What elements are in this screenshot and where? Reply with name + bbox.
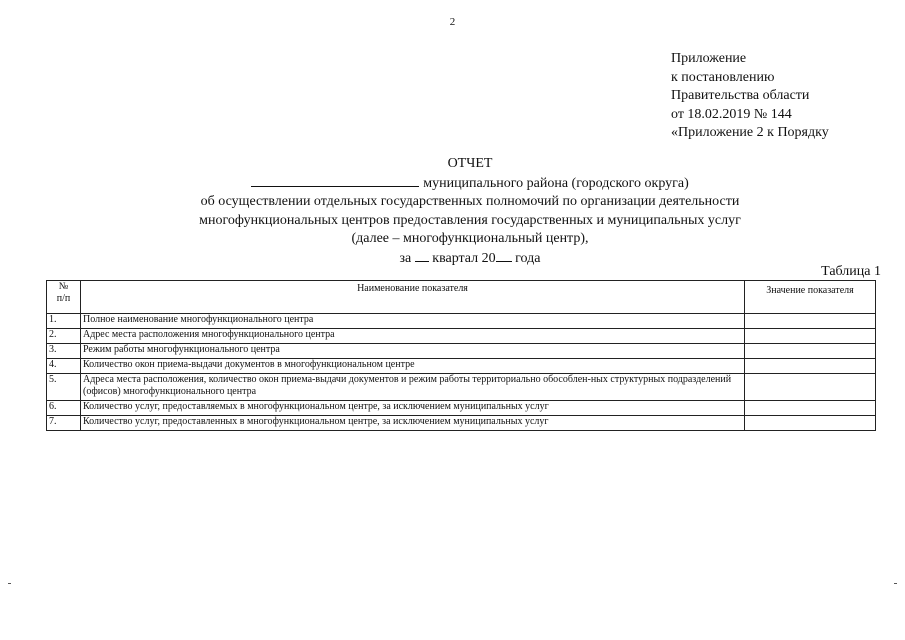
title-line-3: многофункциональных центров предоставления государственных и муниципальных услуг bbox=[199, 212, 741, 228]
header-num-line2: п/п bbox=[56, 293, 71, 304]
period-suffix: года bbox=[515, 250, 541, 266]
row-name: Количество услуг, предоставляемых в многофункциональном центре, за исключением муниципальных услуг bbox=[81, 401, 745, 416]
table-row bbox=[47, 344, 876, 359]
title-line-2: об осуществлении отдельных государственных полномочий по организации деятельности bbox=[200, 194, 740, 209]
row-value bbox=[745, 329, 876, 344]
row-value bbox=[745, 314, 876, 329]
row-value bbox=[745, 344, 876, 359]
row-value bbox=[745, 416, 876, 431]
row-name: Адреса места расположения, количество окон приема-выдачи документов и режим работы территориально обособлен-ных структурных подразделений (офисов) многофункционального центра bbox=[81, 374, 745, 401]
scan-mark-right bbox=[894, 583, 897, 584]
period-middle: квартал 20 bbox=[432, 250, 496, 266]
row-num: 7. bbox=[47, 416, 81, 431]
table-row bbox=[47, 329, 876, 344]
row-num: 1. bbox=[47, 314, 81, 329]
period-line bbox=[90, 249, 850, 269]
appendix-line: Правительства области bbox=[671, 88, 810, 103]
row-num: 5. bbox=[47, 374, 81, 401]
row-name: Режим работы многофункционального центра bbox=[81, 344, 745, 359]
quarter-blank bbox=[415, 249, 429, 262]
row-value bbox=[745, 374, 876, 401]
report-table bbox=[46, 280, 876, 431]
appendix-line: к постановлению bbox=[671, 69, 775, 85]
header-num-line1: № bbox=[58, 281, 69, 292]
report-title-block bbox=[90, 155, 850, 268]
table-row bbox=[47, 314, 876, 329]
page-number: 2 bbox=[449, 16, 456, 28]
report-heading: ОТЧЕТ bbox=[447, 156, 493, 171]
header-value: Значение показателя bbox=[745, 281, 876, 314]
title-line-1 bbox=[90, 174, 850, 194]
row-name: Адрес места расположения многофункционального центра bbox=[81, 329, 745, 344]
row-num: 3. bbox=[47, 344, 81, 359]
appendix-line: «Приложение 2 к Порядку bbox=[671, 125, 829, 140]
table-row bbox=[47, 401, 876, 416]
table-row bbox=[47, 416, 876, 431]
row-num: 2. bbox=[47, 329, 81, 344]
period-prefix: за bbox=[399, 250, 412, 266]
table-row bbox=[47, 374, 876, 401]
appendix-line: от 18.02.2019 № 144 bbox=[671, 106, 792, 122]
title-line-1-text: муниципального района (городского округа) bbox=[423, 175, 689, 191]
row-value bbox=[745, 359, 876, 374]
row-name: Полное наименование многофункционального центра bbox=[81, 314, 745, 329]
table-row bbox=[47, 359, 876, 374]
header-name: Наименование показателя bbox=[81, 281, 745, 314]
appendix-block bbox=[671, 50, 829, 143]
header-num bbox=[47, 281, 81, 314]
year-blank bbox=[496, 249, 512, 262]
district-blank-line bbox=[251, 174, 419, 187]
row-value bbox=[745, 401, 876, 416]
table-header-row bbox=[47, 281, 876, 314]
row-num: 6. bbox=[47, 401, 81, 416]
title-line-4: (далее – многофункциональный центр), bbox=[351, 231, 589, 246]
appendix-line: Приложение bbox=[671, 51, 747, 66]
row-name: Количество окон приема-выдачи документов в многофункциональном центре bbox=[81, 359, 745, 374]
row-name: Количество услуг, предоставленных в многофункциональном центре, за исключением муниципальных услуг bbox=[81, 416, 745, 431]
row-num: 4. bbox=[47, 359, 81, 374]
scan-mark-left bbox=[8, 583, 11, 584]
table-label: Таблица 1 bbox=[821, 264, 881, 279]
